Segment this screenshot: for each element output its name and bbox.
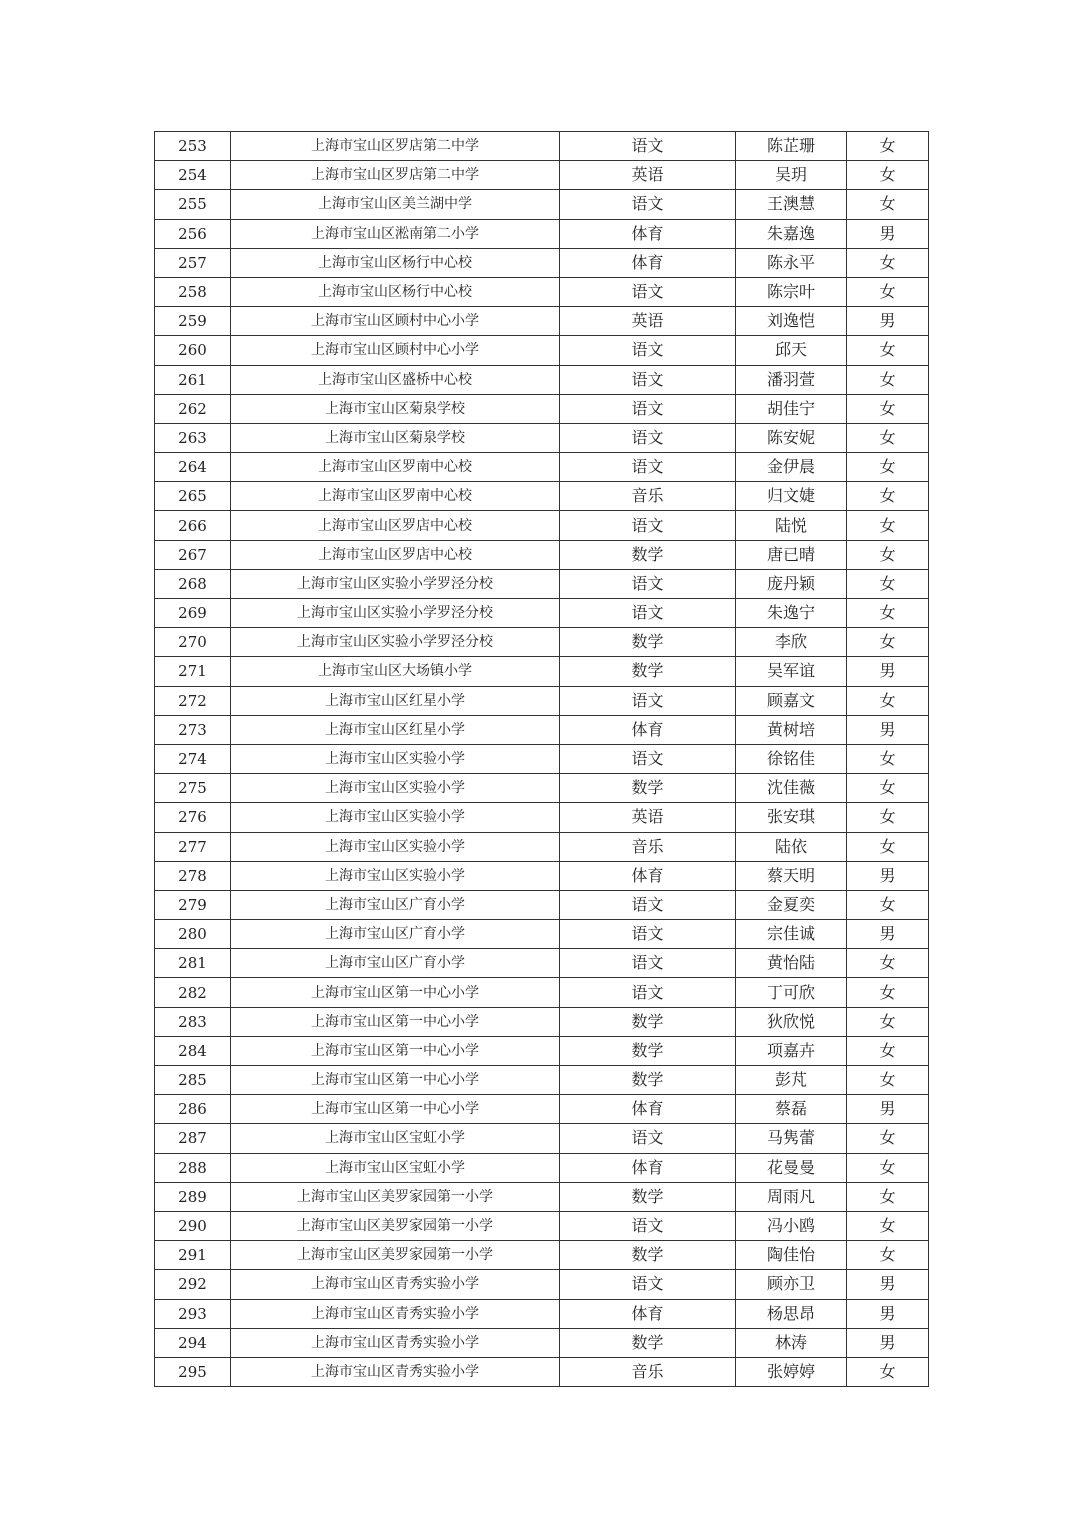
row-number-cell: 289 [155,1182,231,1211]
school-cell: 上海市宝山区菊泉学校 [231,394,560,423]
row-number-cell: 278 [155,861,231,890]
school-cell: 上海市宝山区广育小学 [231,890,560,919]
subject-cell: 语文 [560,599,736,628]
subject-cell: 体育 [560,861,736,890]
subject-cell: 数学 [560,1036,736,1065]
teacher-name-cell: 陈永平 [736,248,847,277]
teacher-name-cell: 黄怡陆 [736,949,847,978]
teacher-name-cell: 沈佳薇 [736,774,847,803]
subject-cell: 数学 [560,1007,736,1036]
gender-cell: 男 [847,920,929,949]
gender-cell: 女 [847,628,929,657]
table-row [155,540,929,569]
roster-table-body [155,132,929,1387]
row-number-cell: 258 [155,277,231,306]
school-cell: 上海市宝山区第一中心小学 [231,1066,560,1095]
table-row [155,1007,929,1036]
row-number-cell: 267 [155,540,231,569]
teacher-name-cell: 刘逸恺 [736,307,847,336]
teacher-name-cell: 陆悦 [736,511,847,540]
subject-cell: 语文 [560,190,736,219]
subject-cell: 英语 [560,307,736,336]
teacher-name-cell: 王澳慧 [736,190,847,219]
teacher-name-cell: 张安琪 [736,803,847,832]
school-cell: 上海市宝山区大场镇小学 [231,657,560,686]
teacher-name-cell: 吴军谊 [736,657,847,686]
table-row [155,277,929,306]
subject-cell: 语文 [560,1124,736,1153]
gender-cell: 女 [847,569,929,598]
school-cell: 上海市宝山区美兰湖中学 [231,190,560,219]
row-number-cell: 285 [155,1066,231,1095]
teacher-name-cell: 周雨凡 [736,1182,847,1211]
teacher-name-cell: 黄树培 [736,715,847,744]
subject-cell: 音乐 [560,482,736,511]
gender-cell: 女 [847,978,929,1007]
school-cell: 上海市宝山区淞南第二小学 [231,219,560,248]
table-row [155,1182,929,1211]
teacher-name-cell: 吴玥 [736,161,847,190]
school-cell: 上海市宝山区实验小学 [231,861,560,890]
table-row [155,569,929,598]
row-number-cell: 290 [155,1211,231,1240]
school-cell: 上海市宝山区宝虹小学 [231,1153,560,1182]
table-row [155,307,929,336]
school-cell: 上海市宝山区实验小学 [231,803,560,832]
subject-cell: 语文 [560,511,736,540]
table-row [155,1357,929,1386]
teacher-name-cell: 蔡天明 [736,861,847,890]
row-number-cell: 269 [155,599,231,628]
row-number-cell: 262 [155,394,231,423]
gender-cell: 女 [847,132,929,161]
row-number-cell: 266 [155,511,231,540]
gender-cell: 女 [847,1241,929,1270]
table-row [155,394,929,423]
row-number-cell: 256 [155,219,231,248]
subject-cell: 语文 [560,569,736,598]
subject-cell: 语文 [560,920,736,949]
gender-cell: 女 [847,482,929,511]
school-cell: 上海市宝山区罗南中心校 [231,453,560,482]
row-number-cell: 260 [155,336,231,365]
gender-cell: 男 [847,1095,929,1124]
gender-cell: 女 [847,336,929,365]
subject-cell: 音乐 [560,1357,736,1386]
subject-cell: 体育 [560,1095,736,1124]
gender-cell: 女 [847,890,929,919]
school-cell: 上海市宝山区广育小学 [231,920,560,949]
table-row [155,1095,929,1124]
subject-cell: 数学 [560,540,736,569]
gender-cell: 女 [847,1066,929,1095]
gender-cell: 男 [847,657,929,686]
table-row [155,1270,929,1299]
table-row [155,861,929,890]
school-cell: 上海市宝山区青秀实验小学 [231,1299,560,1328]
school-cell: 上海市宝山区顾村中心小学 [231,307,560,336]
row-number-cell: 284 [155,1036,231,1065]
school-cell: 上海市宝山区广育小学 [231,949,560,978]
school-cell: 上海市宝山区实验小学罗泾分校 [231,569,560,598]
teacher-name-cell: 庞丹颖 [736,569,847,598]
row-number-cell: 281 [155,949,231,978]
table-row [155,774,929,803]
gender-cell: 男 [847,715,929,744]
table-row [155,744,929,773]
table-row [155,482,929,511]
table-row [155,511,929,540]
row-number-cell: 259 [155,307,231,336]
school-cell: 上海市宝山区罗店中心校 [231,540,560,569]
gender-cell: 男 [847,1299,929,1328]
gender-cell: 男 [847,219,929,248]
school-cell: 上海市宝山区美罗家园第一小学 [231,1211,560,1240]
row-number-cell: 261 [155,365,231,394]
teacher-name-cell: 金夏奕 [736,890,847,919]
subject-cell: 体育 [560,1299,736,1328]
row-number-cell: 287 [155,1124,231,1153]
subject-cell: 语文 [560,336,736,365]
gender-cell: 女 [847,1182,929,1211]
teacher-name-cell: 朱嘉逸 [736,219,847,248]
table-row [155,1328,929,1357]
subject-cell: 数学 [560,1241,736,1270]
school-cell: 上海市宝山区宝虹小学 [231,1124,560,1153]
row-number-cell: 295 [155,1357,231,1386]
subject-cell: 语文 [560,949,736,978]
row-number-cell: 276 [155,803,231,832]
teacher-name-cell: 杨思昂 [736,1299,847,1328]
gender-cell: 女 [847,832,929,861]
school-cell: 上海市宝山区第一中心小学 [231,978,560,1007]
subject-cell: 语文 [560,1270,736,1299]
row-number-cell: 286 [155,1095,231,1124]
gender-cell: 男 [847,1328,929,1357]
school-cell: 上海市宝山区红星小学 [231,715,560,744]
table-row [155,1241,929,1270]
row-number-cell: 280 [155,920,231,949]
school-cell: 上海市宝山区实验小学 [231,774,560,803]
subject-cell: 语文 [560,394,736,423]
teacher-name-cell: 蔡磊 [736,1095,847,1124]
subject-cell: 语文 [560,277,736,306]
table-row [155,715,929,744]
subject-cell: 语文 [560,132,736,161]
row-number-cell: 257 [155,248,231,277]
row-number-cell: 253 [155,132,231,161]
school-cell: 上海市宝山区实验小学罗泾分校 [231,628,560,657]
school-cell: 上海市宝山区盛桥中心校 [231,365,560,394]
gender-cell: 女 [847,161,929,190]
teacher-name-cell: 陈宗叶 [736,277,847,306]
school-cell: 上海市宝山区顾村中心小学 [231,336,560,365]
subject-cell: 语文 [560,365,736,394]
table-row [155,599,929,628]
table-row [155,832,929,861]
subject-cell: 语文 [560,1211,736,1240]
table-row [155,190,929,219]
teacher-name-cell: 陈芷珊 [736,132,847,161]
row-number-cell: 254 [155,161,231,190]
row-number-cell: 270 [155,628,231,657]
subject-cell: 语文 [560,686,736,715]
row-number-cell: 277 [155,832,231,861]
table-row [155,423,929,452]
school-cell: 上海市宝山区美罗家园第一小学 [231,1241,560,1270]
school-cell: 上海市宝山区美罗家园第一小学 [231,1182,560,1211]
subject-cell: 音乐 [560,832,736,861]
school-cell: 上海市宝山区杨行中心校 [231,248,560,277]
gender-cell: 女 [847,248,929,277]
row-number-cell: 291 [155,1241,231,1270]
school-cell: 上海市宝山区罗店中心校 [231,511,560,540]
teacher-name-cell: 归文婕 [736,482,847,511]
table-row [155,219,929,248]
table-row [155,132,929,161]
subject-cell: 语文 [560,978,736,1007]
teacher-name-cell: 李欣 [736,628,847,657]
subject-cell: 数学 [560,1182,736,1211]
teacher-name-cell: 狄欣悦 [736,1007,847,1036]
teacher-name-cell: 陈安妮 [736,423,847,452]
table-row [155,1299,929,1328]
teacher-name-cell: 徐铭佳 [736,744,847,773]
row-number-cell: 265 [155,482,231,511]
school-cell: 上海市宝山区罗店第二中学 [231,132,560,161]
school-cell: 上海市宝山区第一中心小学 [231,1036,560,1065]
gender-cell: 女 [847,1211,929,1240]
row-number-cell: 273 [155,715,231,744]
table-row [155,686,929,715]
school-cell: 上海市宝山区罗店第二中学 [231,161,560,190]
row-number-cell: 294 [155,1328,231,1357]
gender-cell: 女 [847,803,929,832]
teacher-name-cell: 邱天 [736,336,847,365]
gender-cell: 女 [847,599,929,628]
table-row [155,949,929,978]
gender-cell: 女 [847,744,929,773]
teacher-name-cell: 顾亦卫 [736,1270,847,1299]
table-row [155,920,929,949]
subject-cell: 体育 [560,1153,736,1182]
teacher-name-cell: 陆依 [736,832,847,861]
row-number-cell: 271 [155,657,231,686]
table-row [155,657,929,686]
row-number-cell: 274 [155,744,231,773]
school-cell: 上海市宝山区青秀实验小学 [231,1270,560,1299]
school-cell: 上海市宝山区实验小学罗泾分校 [231,599,560,628]
school-cell: 上海市宝山区第一中心小学 [231,1095,560,1124]
subject-cell: 语文 [560,423,736,452]
teacher-name-cell: 陶佳怡 [736,1241,847,1270]
gender-cell: 女 [847,511,929,540]
table-row [155,803,929,832]
row-number-cell: 275 [155,774,231,803]
gender-cell: 男 [847,861,929,890]
gender-cell: 女 [847,1007,929,1036]
teacher-name-cell: 林涛 [736,1328,847,1357]
subject-cell: 数学 [560,628,736,657]
table-row [155,1211,929,1240]
subject-cell: 体育 [560,715,736,744]
gender-cell: 女 [847,1357,929,1386]
gender-cell: 女 [847,453,929,482]
teacher-name-cell: 彭芃 [736,1066,847,1095]
gender-cell: 男 [847,307,929,336]
gender-cell: 女 [847,423,929,452]
row-number-cell: 283 [155,1007,231,1036]
school-cell: 上海市宝山区青秀实验小学 [231,1357,560,1386]
teacher-name-cell: 丁可欣 [736,978,847,1007]
teacher-name-cell: 顾嘉文 [736,686,847,715]
subject-cell: 数学 [560,774,736,803]
gender-cell: 女 [847,365,929,394]
teacher-name-cell: 金伊晨 [736,453,847,482]
teacher-name-cell: 项嘉卉 [736,1036,847,1065]
school-cell: 上海市宝山区第一中心小学 [231,1007,560,1036]
subject-cell: 体育 [560,248,736,277]
table-row [155,161,929,190]
row-number-cell: 263 [155,423,231,452]
teacher-name-cell: 宗佳诚 [736,920,847,949]
school-cell: 上海市宝山区实验小学 [231,832,560,861]
table-row [155,453,929,482]
school-cell: 上海市宝山区杨行中心校 [231,277,560,306]
teacher-name-cell: 花曼曼 [736,1153,847,1182]
row-number-cell: 282 [155,978,231,1007]
subject-cell: 体育 [560,219,736,248]
table-row [155,628,929,657]
table-row [155,1153,929,1182]
school-cell: 上海市宝山区罗南中心校 [231,482,560,511]
subject-cell: 语文 [560,890,736,919]
gender-cell: 女 [847,394,929,423]
gender-cell: 女 [847,949,929,978]
teacher-roster-table [154,131,929,1387]
teacher-name-cell: 胡佳宁 [736,394,847,423]
row-number-cell: 288 [155,1153,231,1182]
subject-cell: 语文 [560,453,736,482]
gender-cell: 女 [847,1036,929,1065]
school-cell: 上海市宝山区青秀实验小学 [231,1328,560,1357]
row-number-cell: 292 [155,1270,231,1299]
table-row [155,890,929,919]
table-row [155,1066,929,1095]
teacher-name-cell: 朱逸宁 [736,599,847,628]
row-number-cell: 264 [155,453,231,482]
gender-cell: 女 [847,190,929,219]
gender-cell: 男 [847,1270,929,1299]
teacher-name-cell: 马隽蕾 [736,1124,847,1153]
school-cell: 上海市宝山区红星小学 [231,686,560,715]
teacher-name-cell: 张婷婷 [736,1357,847,1386]
gender-cell: 女 [847,1153,929,1182]
table-row [155,1036,929,1065]
subject-cell: 英语 [560,161,736,190]
row-number-cell: 293 [155,1299,231,1328]
subject-cell: 英语 [560,803,736,832]
row-number-cell: 279 [155,890,231,919]
table-row [155,1124,929,1153]
gender-cell: 女 [847,540,929,569]
row-number-cell: 255 [155,190,231,219]
table-row [155,336,929,365]
school-cell: 上海市宝山区菊泉学校 [231,423,560,452]
table-row [155,978,929,1007]
row-number-cell: 272 [155,686,231,715]
subject-cell: 数学 [560,1328,736,1357]
subject-cell: 数学 [560,1066,736,1095]
subject-cell: 语文 [560,744,736,773]
gender-cell: 女 [847,277,929,306]
teacher-name-cell: 冯小鸥 [736,1211,847,1240]
gender-cell: 女 [847,1124,929,1153]
teacher-name-cell: 潘羽萱 [736,365,847,394]
table-row [155,365,929,394]
row-number-cell: 268 [155,569,231,598]
gender-cell: 女 [847,686,929,715]
school-cell: 上海市宝山区实验小学 [231,744,560,773]
gender-cell: 女 [847,774,929,803]
table-row [155,248,929,277]
subject-cell: 数学 [560,657,736,686]
teacher-name-cell: 唐已晴 [736,540,847,569]
